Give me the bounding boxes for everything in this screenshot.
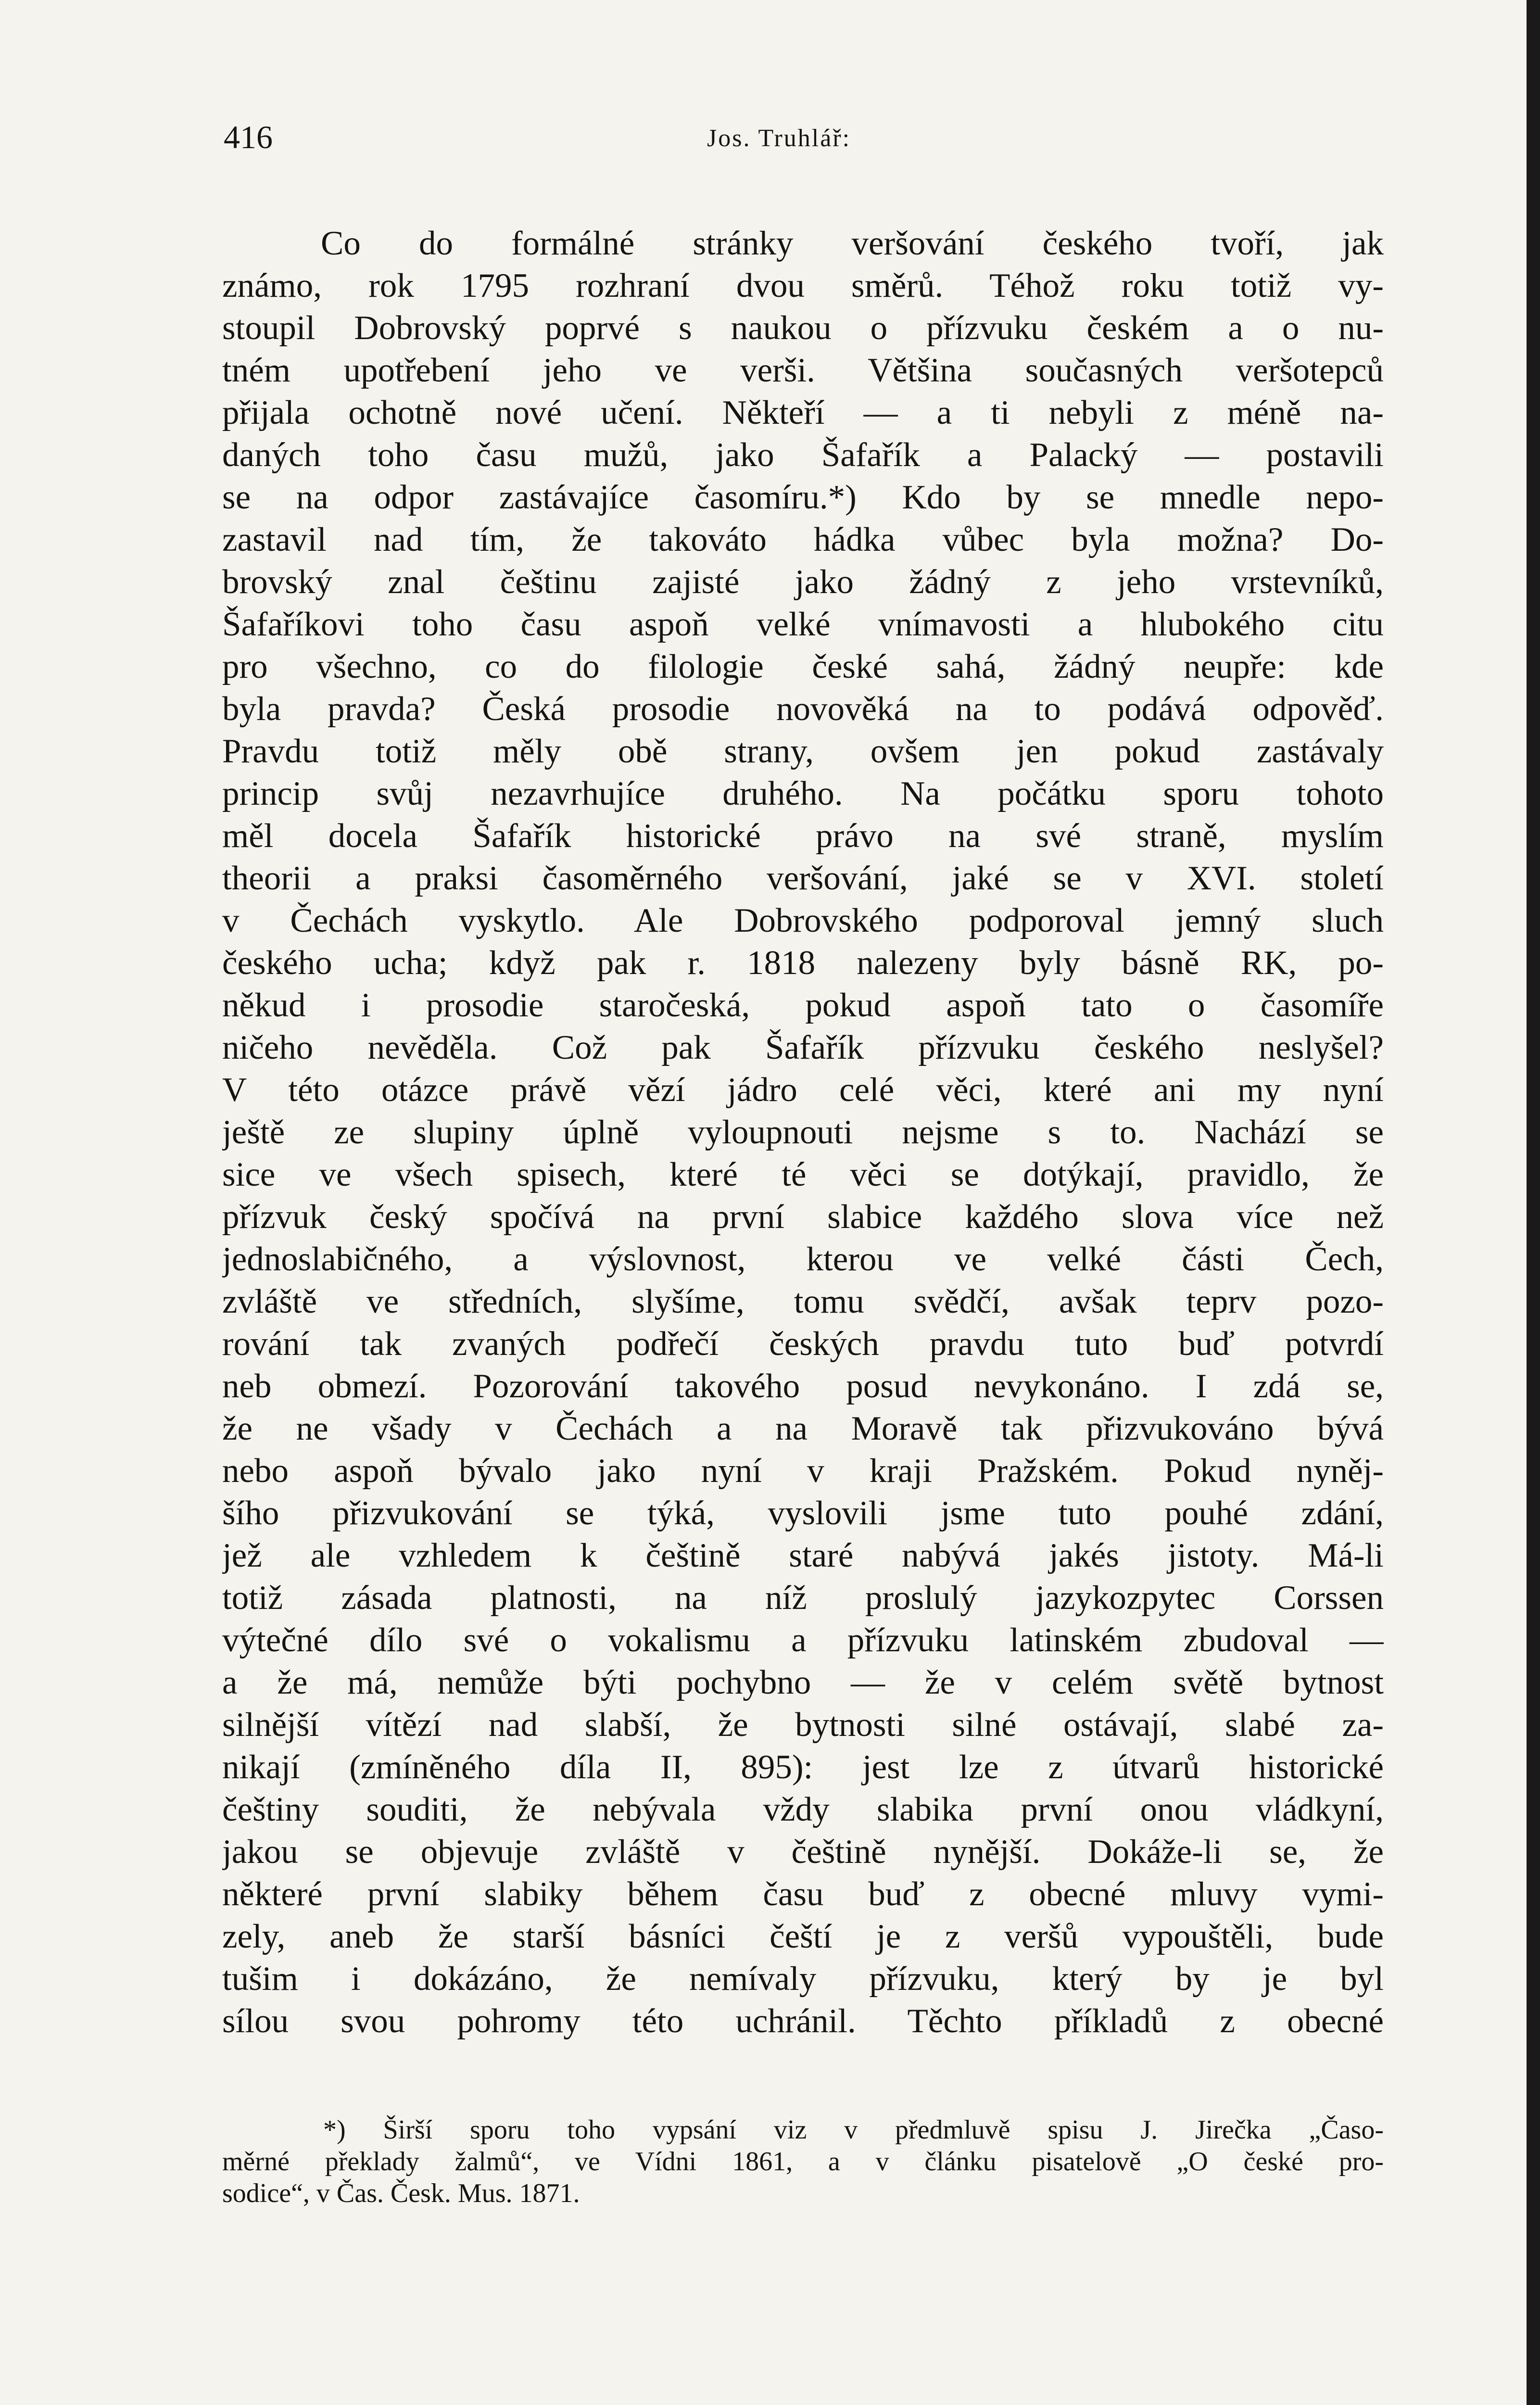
text-line: sílou svou pohromy této uchránil. Těchto příkladů z obecné xyxy=(222,2002,1384,2040)
text-line: někud i prosodie staročeská, pokud aspoň tato o časomíře xyxy=(222,987,1384,1024)
text-line: tušim i dokázáno, že nemívaly přízvuku, který by je byl xyxy=(222,1960,1384,1998)
text-line: pro všechno, co do filologie české sahá, žádný neupře: kde xyxy=(222,648,1384,685)
page-number: 416 xyxy=(224,119,273,155)
text-line: českého ucha; když pak r. 1818 nalezeny byly básně RK, po- xyxy=(222,944,1384,982)
footnote-line: měrné překlady žalmů“, ve Vídni 1861, a v článku pisatelově „O české pro- xyxy=(222,2147,1384,2177)
text-line: stoupil Dobrovský poprvé s naukou o přízvuku českém a o nu- xyxy=(222,309,1384,347)
footnote-line: sodice“, v Čas. Česk. Mus. 1871. xyxy=(222,2178,580,2208)
text-line: zely, aneb že starší básníci čeští je z veršů vypouštěli, bude xyxy=(222,1918,1384,1955)
text-line: brovský znal češtinu zajisté jako žádný z jeho vrstevníků, xyxy=(222,563,1384,601)
text-line: sice ve všech spisech, které té věci se dotýkají, pravidlo, že xyxy=(222,1156,1384,1193)
text-line: silnější vítězí nad slabší, že bytnosti silné ostávají, slabé za- xyxy=(222,1706,1384,1744)
text-line: se na odpor zastávajíce časomíru.*) Kdo by se mnedle nepo- xyxy=(222,479,1384,516)
text-line: nebo aspoň bývalo jako nyní v kraji Pražském. Pokud nyněj- xyxy=(222,1452,1384,1490)
text-line: princip svůj nezavrhujíce druhého. Na počátku sporu tohoto xyxy=(222,775,1384,812)
text-line: šího přizvukování se týká, vyslovili jsme tuto pouhé zdání, xyxy=(222,1494,1384,1532)
text-line: jež ale vzhledem k češtině staré nabývá jakés jistoty. Má-li xyxy=(222,1537,1384,1574)
text-line: tném upotřebení jeho ve verši. Většina současných veršotepců xyxy=(222,352,1384,389)
footnote xyxy=(222,2114,1384,2209)
text-line: theorii a praksi časoměrného veršování, jaké se v XVI. století xyxy=(222,860,1384,897)
text-line: v Čechách vyskytlo. Ale Dobrovského podporoval jemný sluch xyxy=(222,902,1384,939)
text-line: V této otázce právě vězí jádro celé věci, které ani my nyní xyxy=(222,1071,1384,1109)
text-line: Šafaříkovi toho času aspoň velké vnímavosti a hlubokého citu xyxy=(222,606,1384,643)
footnote-line: *) Širší sporu toho vypsání viz v předmluvě spisu J. Jirečka „Časo- xyxy=(323,2115,1384,2145)
text-line: Co do formálné stránky veršování českého tvoří, jak xyxy=(321,225,1384,262)
text-line: některé první slabiky během času buď z obecné mluvy vymi- xyxy=(222,1875,1384,1913)
text-line: přijala ochotně nové učení. Někteří — a ti nebyli z méně na- xyxy=(222,394,1384,431)
text-line: totiž zásada platnosti, na níž proslulý jazykozpytec Corssen xyxy=(222,1579,1384,1617)
page-header xyxy=(224,118,1397,156)
text-line: Pravdu totiž měly obě strany, ovšem jen pokud zastávaly xyxy=(222,733,1384,770)
text-line: známo, rok 1795 rozhraní dvou směrů. Téhož roku totiž vy- xyxy=(222,267,1384,304)
text-line: že ne všady v Čechách a na Moravě tak přizvukováno bývá xyxy=(222,1410,1384,1447)
text-line: zvláště ve středních, slyšíme, tomu svědčí, avšak teprv pozo- xyxy=(222,1283,1384,1320)
text-line: výtečné dílo své o vokalismu a přízvuku latinském zbudoval — xyxy=(222,1621,1384,1659)
text-line: daných toho času mužů, jako Šafařík a Palacký — postavili xyxy=(222,436,1384,474)
text-line: ještě ze slupiny úplně vyloupnouti nejsme s to. Nachází se xyxy=(222,1114,1384,1151)
text-line: češtiny souditi, že nebývala vždy slabika první onou vládkyní, xyxy=(222,1791,1384,1828)
text-line: a že má, nemůže býti pochybno — že v celém světě bytnost xyxy=(222,1664,1384,1701)
text-line: jakou se objevuje zvláště v češtině nynější. Dokáže-li se, že xyxy=(222,1833,1384,1871)
text-line: měl docela Šafařík historické právo na své straně, myslím xyxy=(222,817,1384,855)
body-text xyxy=(222,222,1384,2042)
text-line: přízvuk český spočívá na první slabice každého slova více než xyxy=(222,1198,1384,1236)
text-line: jednoslabičného, a výslovnost, kterou ve velké části Čech, xyxy=(222,1240,1384,1278)
text-line: nikají (zmíněného díla II, 895): jest lze z útvarů historické xyxy=(222,1748,1384,1786)
text-line: zastavil nad tím, že takováto hádka vůbec byla možna? Do- xyxy=(222,521,1384,558)
text-line: ničeho nevěděla. Což pak Šafařík přízvuku českého neslyšel? xyxy=(222,1029,1384,1066)
text-line: neb obmezí. Pozorování takového posud nevykonáno. I zdá se, xyxy=(222,1367,1384,1405)
text-line: rování tak zvaných podřečí českých pravdu tuto buď potvrdí xyxy=(222,1325,1384,1363)
running-head: Jos. Truhlář: xyxy=(707,125,851,152)
text-line: byla pravda? Česká prosodie novověká na to podává odpověď. xyxy=(222,690,1384,728)
page-edge-border xyxy=(1527,0,1540,2405)
